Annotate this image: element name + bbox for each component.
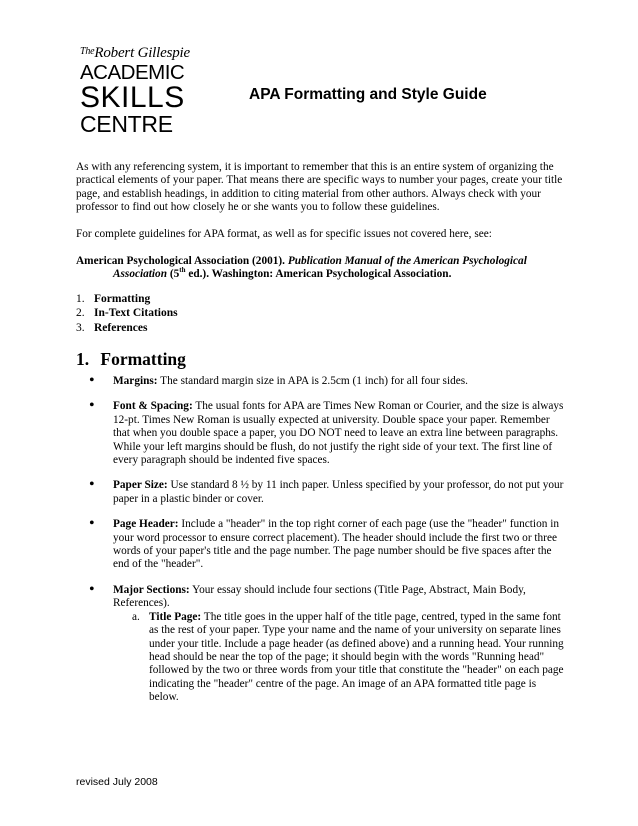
bullet-item-font-spacing <box>76 397 566 467</box>
bullet-item-margins <box>76 372 566 389</box>
formatting-bullet-list <box>76 372 566 717</box>
bullet-term: Paper Size: <box>113 479 168 492</box>
bullet-text: Use standard 8 ½ by 11 inch paper. Unless specified by your professor, do not put your paper in a plastic binder or cover. <box>113 479 564 505</box>
intro-paragraph: As with any referencing system, it is important to remember that this is an entire system of organizing the practical elements of your paper. That means there are specific ways to number your pages, create your title page, and establish headings, in addition to citing material from other authors. Always check with your professor to find out how closely he or she wants you to follow these guidelines. <box>76 161 563 214</box>
logo-line-centre: CENTRE <box>80 111 173 137</box>
sub-item-text: The title goes in the upper half of the title page, centred, typed in the same font as the rest of your paper. Type your name and the name of your university on separate lines under your title. Include a page header (as defined above) and a running head. Your running head should be near the top of the page; it should begin with the words "Running head" followed by the two or three words from your title that constitute the "header" on each page indicating the "header" centre of the page. An image of an APA formatted title page is below. <box>149 610 564 704</box>
toc-number: 2. <box>76 307 85 320</box>
citation-author: American Psychological Association (2001). <box>76 255 285 267</box>
citation-line-2 <box>76 268 564 281</box>
citation-publisher: ed.). Washington: American Psychological Association. <box>188 268 452 281</box>
bullet-icon: • <box>89 372 95 389</box>
bullet-text: The usual fonts for APA are Times New Roman or Courier, and the size is always 12-pt. Times New Roman is usually expected at university. Double space your paper. Remember that when you double space a paper, you DO NOT need to leave an extra line between paragraphs. While your left margins should be flush, do not justify the right side of your text. The first line of every paragraph should be indented five spaces. <box>113 400 564 467</box>
guidelines-paragraph: For complete guidelines for APA format, as well as for specific issues not covered here, see: <box>76 228 492 240</box>
bullet-icon: • <box>89 476 95 494</box>
citation-work-title: Publication Manual of the American Psychological <box>287 255 527 267</box>
bullet-term: Page Header: <box>113 518 179 531</box>
logo-name: Robert Gillespie <box>94 45 190 61</box>
major-sections-sublist <box>113 611 566 705</box>
bullet-icon: • <box>89 580 95 598</box>
toc-item <box>76 321 178 335</box>
bullet-text: Include a "header" in the top right corner of each page (use the "header" function in your word processor to ensure correct placement). The header should include the first two or three words of your paper's title and the page number. The page number should be five spaces after the end of the "header". <box>113 518 559 571</box>
toc-item <box>76 306 178 320</box>
academic-skills-centre-logo <box>80 44 198 136</box>
toc-number: 3. <box>76 321 85 334</box>
table-of-contents <box>76 292 178 335</box>
sub-item-letter: a. <box>132 610 140 623</box>
toc-number: 1. <box>76 293 85 305</box>
sub-item-title-page <box>113 611 566 705</box>
bullet-term: Font & Spacing: <box>113 400 193 413</box>
sub-item-term: Title Page: <box>149 610 202 623</box>
citation-work-title-cont: Association <box>113 268 167 281</box>
bullet-icon: • <box>89 397 95 415</box>
bullet-item-paper-size <box>76 476 566 506</box>
document-title: APA Formatting and Style Guide <box>249 86 487 103</box>
citation-edition: (5 <box>169 268 180 281</box>
toc-label: Formatting <box>94 293 151 305</box>
section-title: Formatting <box>100 349 186 369</box>
toc-item <box>76 292 178 306</box>
logo-line-academic: ACADEMIC <box>80 61 185 84</box>
section-heading-formatting <box>76 349 186 370</box>
bullet-term: Margins: <box>113 375 158 387</box>
bullet-text: Your essay should include four sections (Title Page, Abstract, Main Body, References). <box>113 583 526 610</box>
bullet-item-page-header <box>76 515 566 572</box>
logo-line-name <box>80 44 198 61</box>
section-number: 1. <box>76 349 90 369</box>
citation-edition-sup: th <box>179 266 186 275</box>
toc-label: References <box>94 321 148 334</box>
bullet-term: Major Sections: <box>113 583 190 596</box>
revision-footer: revised July 2008 <box>76 776 158 788</box>
citation-line-1 <box>76 255 564 268</box>
logo-line-skills: SKILLS <box>80 81 185 114</box>
bullet-text: The standard margin size in APA is 2.5cm (1 inch) for all four sides. <box>157 375 468 387</box>
bullet-item-major-sections <box>76 580 566 705</box>
apa-manual-citation <box>76 255 564 282</box>
logo-the: The <box>80 46 95 57</box>
bullet-icon: • <box>89 515 95 533</box>
toc-label: In-Text Citations <box>94 307 178 320</box>
